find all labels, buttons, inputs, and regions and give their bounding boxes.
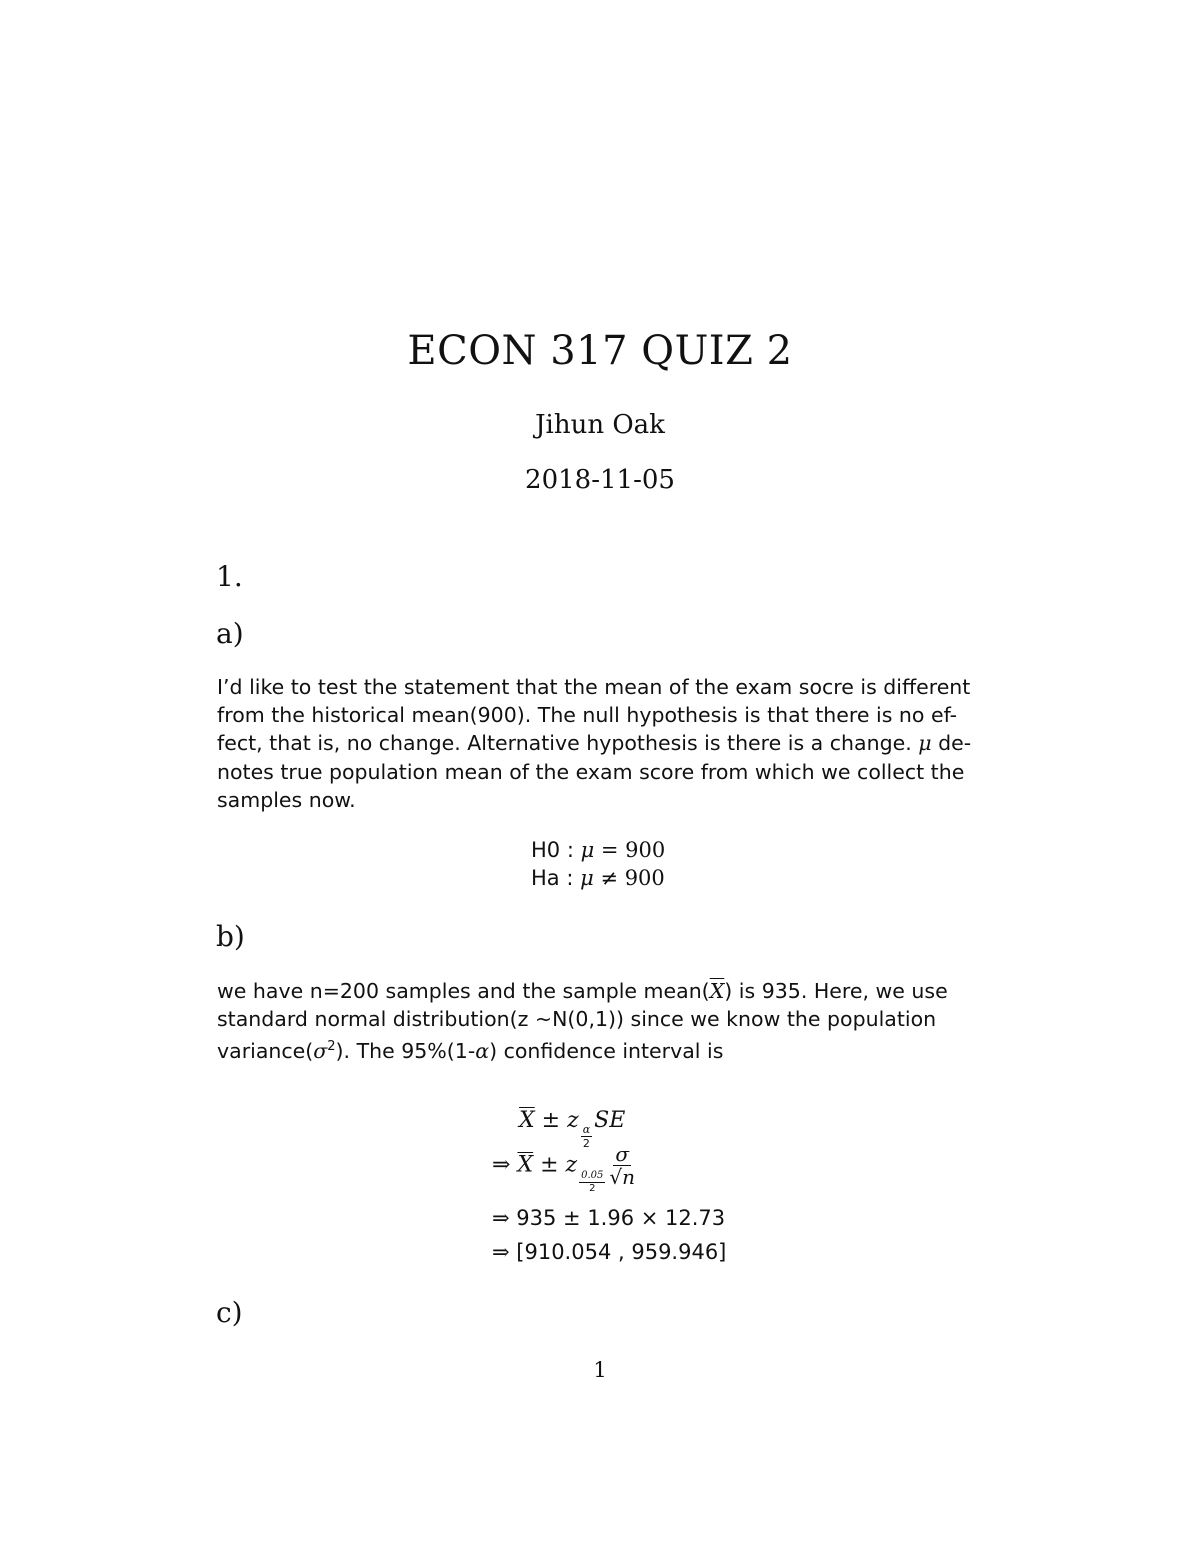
xbar-symbol: $\overline{X}$ — [709, 979, 725, 1003]
sigma-over-root-n — [609, 1144, 635, 1187]
paragraph-line — [217, 977, 957, 1005]
hypothesis-relation: = 900 — [594, 838, 666, 862]
paragraph-text: ) confidence interval is — [489, 1039, 724, 1064]
paragraph-line: samples now. — [217, 787, 356, 812]
ci-equation-4 — [492, 1240, 726, 1264]
document-date: 2018-11-05 — [525, 465, 675, 495]
xbar-symbol: $\overline{X}$ — [517, 1152, 534, 1178]
paragraph-text: we have n=200 samples and the sample mean( — [217, 979, 710, 1003]
page-number: 1 — [593, 1358, 607, 1382]
fraction-denominator: 2 — [582, 1137, 590, 1150]
hypothesis-label: H0 : — [531, 838, 581, 862]
subsection-c-heading: c) — [216, 1296, 243, 1329]
paragraph-text: fect, that is, no change. Alternative hypothesis is there is a change. — [217, 731, 912, 756]
document-title: ECON 317 QUIZ 2 — [407, 328, 793, 374]
ci-equation-1 — [519, 1108, 625, 1149]
paragraph-text: ). The 95%(1- — [335, 1039, 476, 1064]
ci-equation-2 — [492, 1144, 637, 1194]
plus-minus: ± — [534, 1108, 568, 1133]
paragraph-text: de- — [931, 731, 972, 756]
subsection-b-heading: b) — [216, 920, 245, 953]
fraction-denominator: 2 — [589, 1182, 596, 1194]
superscript: 2 — [327, 1039, 336, 1055]
paragraph-line: notes true population mean of the exam score from which we collect the — [217, 759, 965, 784]
document-author: Jihun Oak — [535, 410, 665, 440]
paragraph-line — [217, 1033, 957, 1065]
subscript-fraction — [579, 1171, 605, 1194]
subsection-a-paragraph — [217, 673, 972, 814]
paragraph-line — [217, 729, 972, 757]
implies-arrow: ⇒ — [492, 1206, 510, 1230]
se-symbol: SE — [594, 1108, 626, 1133]
section-number-1: 1. — [216, 560, 243, 593]
sigma-symbol: σ — [313, 1039, 328, 1064]
fraction-denominator: √n — [609, 1165, 636, 1189]
paragraph-text: variance( — [217, 1039, 314, 1064]
paragraph-text: ) is 935. Here, we use — [724, 979, 948, 1003]
null-hypothesis — [531, 838, 665, 862]
alternative-hypothesis — [531, 866, 665, 890]
xbar-symbol: $\overline{X}$ — [519, 1108, 535, 1133]
fraction-numerator: σ — [615, 1142, 630, 1166]
mu-symbol: μ — [580, 838, 595, 862]
implies-arrow: ⇒ — [492, 1240, 510, 1264]
equation-text: [910.054 , 959.946] — [509, 1240, 727, 1264]
paragraph-line: I’d like to test the statement that the mean of the exam socre is different — [217, 675, 971, 699]
z-symbol: z — [567, 1108, 579, 1133]
paragraph-line: standard normal distribution(z ~N(0,1)) since we know the population — [217, 1007, 937, 1032]
mu-symbol: μ — [580, 866, 594, 890]
plus-minus: ± — [533, 1152, 566, 1178]
z-symbol: z — [565, 1152, 578, 1178]
subsection-b-paragraph — [217, 977, 957, 1065]
paragraph-line: from the historical mean(900). The null hypothesis is that there is no ef- — [217, 703, 958, 728]
fraction-numerator: 0.05 — [581, 1169, 604, 1181]
equation-text: 935 ± 1.96 × 12.73 — [509, 1206, 726, 1230]
subsection-a-heading: a) — [216, 617, 244, 650]
mu-symbol: μ — [918, 731, 932, 756]
hypothesis-label: Ha : — [531, 866, 581, 890]
alpha-symbol: α — [475, 1039, 490, 1064]
hypothesis-relation: ≠ 900 — [593, 866, 665, 890]
fraction-numerator: α — [582, 1123, 591, 1136]
ci-equation-3 — [492, 1206, 725, 1230]
implies-arrow: ⇒ — [492, 1152, 511, 1178]
